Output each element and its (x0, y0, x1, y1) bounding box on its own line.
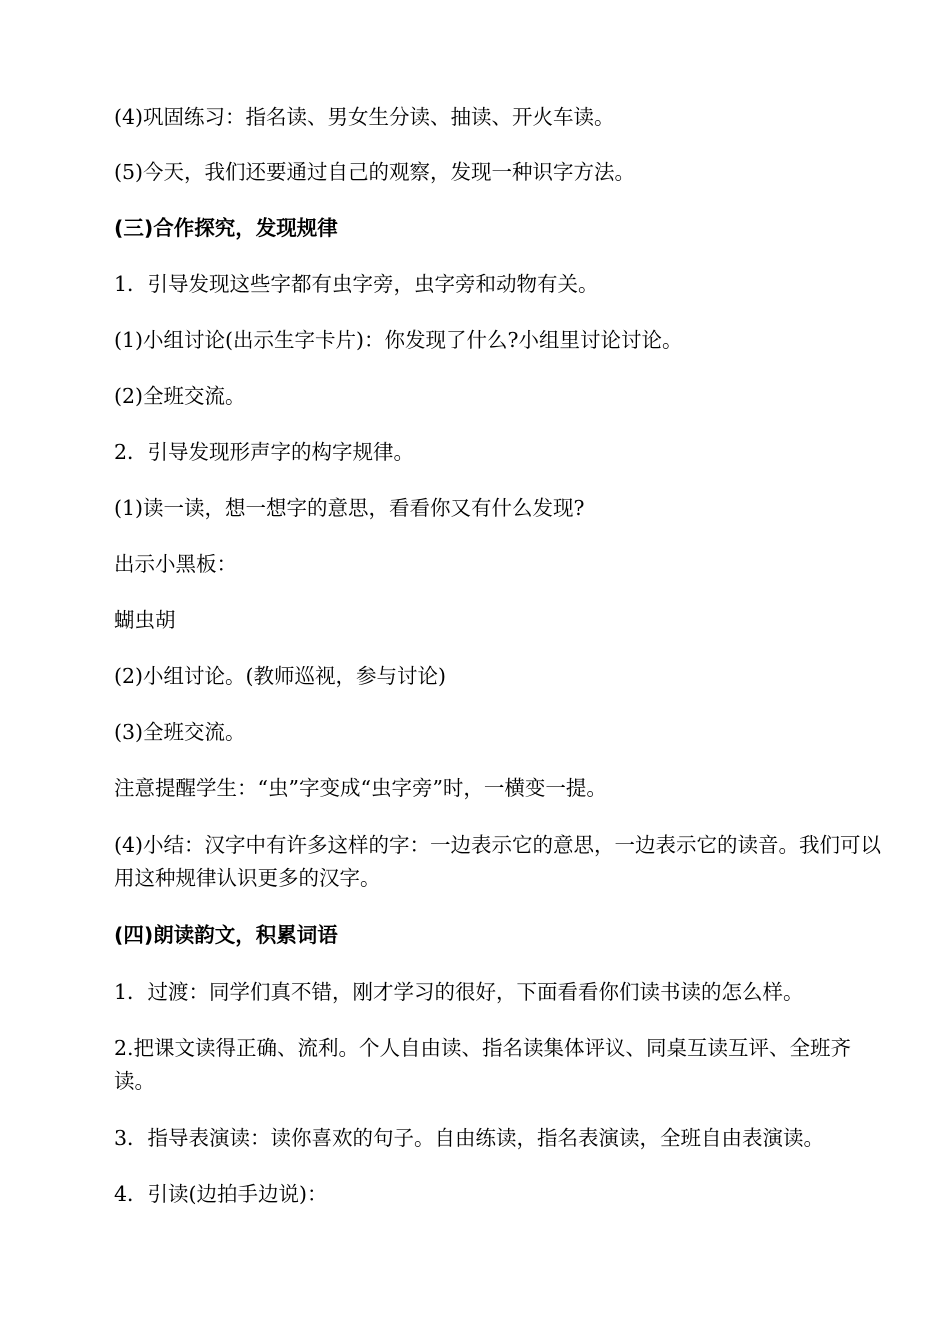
paragraph-group-discussion-2: (2)小组讨论。(教师巡视，参与讨论) (114, 664, 447, 688)
paragraph-consolidation-practice: (4)巩固练习：指名读、男女生分读、抽读、开火车读。 (114, 105, 615, 129)
section-heading-4: (四)朗读韵文，积累词语 (114, 923, 338, 947)
paragraph-transition: 1．过渡：同学们真不错，刚才学习的很好，下面看看你们读书读的怎么样。 (114, 980, 804, 1004)
paragraph-guided-reading: 4．引读(边拍手边说)： (114, 1182, 328, 1206)
paragraph-reminder: 注意提醒学生：“虫”字变成“虫字旁”时，一横变一提。 (114, 776, 607, 800)
paragraph-summary: (4)小结：汉字中有许多这样的字：一边表示它的意思，一边表示它的读音。我们可以用这种规律认识更多的汉字。 (114, 833, 882, 890)
paragraph-read-fluently: 2.把课文读得正确、流利。个人自由读、指名读集体评议、同桌互读互评、全班齐读。 (114, 1036, 852, 1093)
section-heading-3: (三)合作探究，发现规律 (114, 216, 338, 240)
paragraph-literacy-method: (5)今天，我们还要通过自己的观察，发现一种识字方法。 (114, 160, 636, 184)
paragraph-class-exchange-2: (3)全班交流。 (114, 720, 246, 744)
paragraph-show-blackboard: 出示小黑板： (114, 552, 237, 576)
paragraph-performance-reading: 3．指导表演读：读你喜欢的句子。自由练读，指名表演读，全班自由表演读。 (114, 1126, 825, 1150)
paragraph-class-exchange-1: (2)全班交流。 (114, 384, 246, 408)
paragraph-group-discussion: (1)小组讨论(出示生字卡片)：你发现了什么?小组里讨论讨论。 (114, 328, 683, 352)
paragraph-phono-semantic-rule: 2．引导发现形声字的构字规律。 (114, 440, 415, 464)
paragraph-insect-radical: 1．引导发现这些字都有虫字旁，虫字旁和动物有关。 (114, 272, 599, 296)
paragraph-characters: 蝴虫胡 (114, 608, 176, 632)
paragraph-read-think: (1)读一读，想一想字的意思，看看你又有什么发现? (114, 496, 585, 520)
